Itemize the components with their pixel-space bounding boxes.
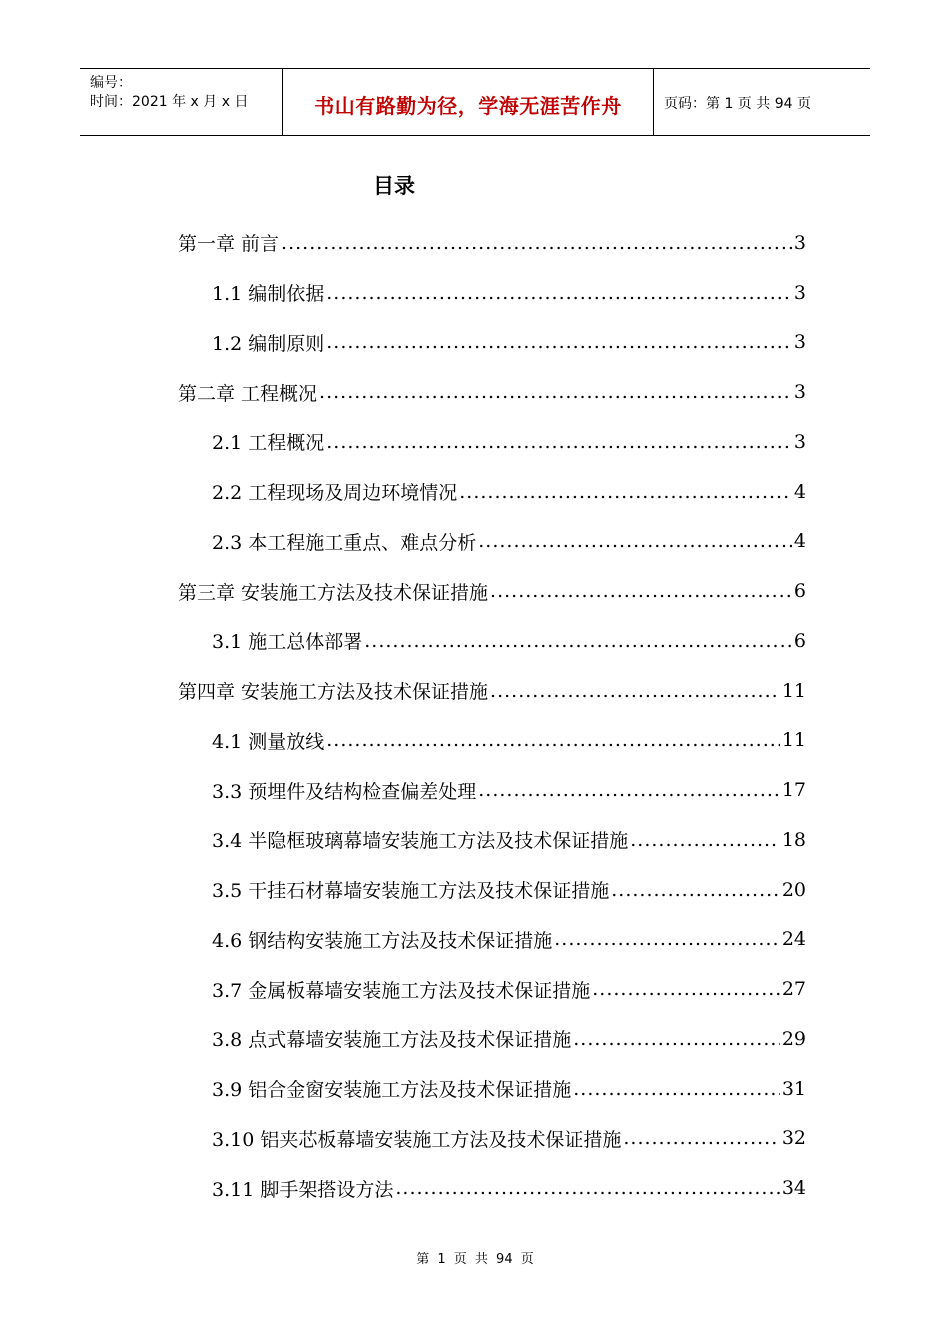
- toc-entry[interactable]: [178, 1014, 806, 1064]
- toc-entry-page: 27: [781, 978, 806, 1001]
- toc-leader-dots: [490, 680, 780, 702]
- toc-entry-page: 17: [781, 779, 806, 802]
- toc-leader-dots: [395, 1177, 779, 1199]
- toc-leader-dots: [573, 1028, 780, 1050]
- toc-entry-label: 3.5 干挂石材幕墙安装施工方法及技术保证措施: [212, 880, 610, 903]
- toc-entry-page: 31: [781, 1077, 806, 1100]
- toc-leader-dots: [478, 530, 792, 552]
- toc-entry[interactable]: [178, 1114, 806, 1164]
- toc-entry[interactable]: [178, 467, 806, 517]
- toc-entry[interactable]: [178, 716, 806, 766]
- toc-entry[interactable]: [178, 268, 806, 318]
- document-date-label: 时间：2021 年 x 月 x 日: [90, 94, 249, 110]
- toc-leader-dots: [364, 630, 792, 652]
- page-footer: 第 1 页 共 94 页: [416, 1252, 534, 1267]
- document-number-label: 编号：: [90, 75, 132, 91]
- toc-leader-dots: [554, 928, 780, 950]
- toc-entry-page: 11: [781, 679, 806, 702]
- toc-leader-dots: [326, 282, 792, 304]
- toc-entry-page: 34: [781, 1177, 806, 1200]
- toc-entry[interactable]: [178, 964, 806, 1014]
- toc-entry[interactable]: [178, 218, 806, 268]
- toc-entry[interactable]: [178, 1064, 806, 1114]
- toc-entry[interactable]: [178, 666, 806, 716]
- toc-entry-page: 3: [793, 381, 806, 404]
- toc-leader-dots: [459, 481, 792, 503]
- table-of-contents: [178, 218, 806, 1213]
- toc-title: 目录: [373, 174, 415, 198]
- toc-entry-label: 第三章 安装施工方法及技术保证措施: [178, 581, 489, 604]
- toc-entry[interactable]: [178, 417, 806, 467]
- toc-entry[interactable]: [178, 815, 806, 865]
- toc-leader-dots: [326, 331, 792, 353]
- toc-entry-label: 4.1 测量放线: [212, 730, 325, 753]
- toc-entry-label: 3.11 脚手架搭设方法: [212, 1178, 394, 1201]
- toc-entry-label: 1.2 编制原则: [212, 332, 325, 355]
- toc-entry-label: 1.1 编制依据: [212, 283, 325, 306]
- toc-entry-page: 6: [793, 580, 806, 603]
- header-page-number: 页码：第 1 页 共 94 页: [664, 96, 811, 112]
- page-header: [80, 68, 870, 136]
- toc-leader-dots: [326, 431, 792, 453]
- toc-entry[interactable]: [178, 566, 806, 616]
- toc-entry-page: 29: [781, 1027, 806, 1050]
- toc-entry-label: 3.8 点式幕墙安装施工方法及技术保证措施: [212, 1029, 572, 1052]
- toc-entry[interactable]: [178, 616, 806, 666]
- toc-entry-label: 4.6 钢结构安装施工方法及技术保证措施: [212, 929, 553, 952]
- toc-entry[interactable]: [178, 915, 806, 965]
- toc-entry[interactable]: [178, 765, 806, 815]
- toc-leader-dots: [623, 1127, 779, 1149]
- toc-entry[interactable]: [178, 865, 806, 915]
- toc-leader-dots: [326, 729, 780, 751]
- toc-entry-page: 3: [793, 331, 806, 354]
- toc-entry-page: 24: [781, 928, 806, 951]
- toc-entry-page: 4: [793, 480, 806, 503]
- toc-entry[interactable]: [178, 1163, 806, 1213]
- toc-entry-page: 18: [781, 828, 806, 851]
- toc-entry-page: 6: [793, 629, 806, 652]
- toc-leader-dots: [592, 978, 780, 1000]
- toc-entry-page: 4: [793, 530, 806, 553]
- toc-leader-dots: [630, 829, 780, 851]
- toc-entry[interactable]: [178, 318, 806, 368]
- toc-entry-label: 第四章 安装施工方法及技术保证措施: [178, 681, 489, 704]
- toc-entry-label: 2.1 工程概况: [212, 432, 325, 455]
- toc-entry-page: 3: [793, 231, 806, 254]
- toc-entry-label: 2.2 工程现场及周边环境情况: [212, 482, 458, 505]
- toc-entry-label: 3.3 预埋件及结构检查偏差处理: [212, 780, 477, 803]
- toc-entry-page: 32: [781, 1127, 806, 1150]
- toc-entry-label: 2.3 本工程施工重点、难点分析: [212, 531, 477, 554]
- toc-leader-dots: [573, 1078, 780, 1100]
- header-meta: [80, 69, 282, 135]
- toc-entry-page: 3: [793, 281, 806, 304]
- toc-leader-dots: [319, 381, 792, 403]
- header-motto: 书山有路勤为径，学海无涯苦作舟: [282, 69, 654, 135]
- toc-entry-label: 3.4 半隐框玻璃幕墙安装施工方法及技术保证措施: [212, 830, 629, 853]
- toc-leader-dots: [611, 879, 780, 901]
- toc-entry-label: 3.7 金属板幕墙安装施工方法及技术保证措施: [212, 979, 591, 1002]
- toc-entry-page: 3: [793, 430, 806, 453]
- toc-entry-label: 3.1 施工总体部署: [212, 631, 363, 654]
- toc-entry-label: 第二章 工程概况: [178, 382, 318, 405]
- toc-entry-label: 3.9 铝合金窗安装施工方法及技术保证措施: [212, 1079, 572, 1102]
- toc-entry[interactable]: [178, 517, 806, 567]
- toc-entry-label: 第一章 前言: [178, 233, 280, 256]
- toc-entry-label: 3.10 铝夹芯板幕墙安装施工方法及技术保证措施: [212, 1128, 622, 1151]
- toc-leader-dots: [281, 232, 792, 254]
- toc-entry-page: 20: [781, 878, 806, 901]
- toc-entry-page: 11: [781, 729, 806, 752]
- toc-entry[interactable]: [178, 367, 806, 417]
- toc-leader-dots: [478, 779, 780, 801]
- toc-leader-dots: [490, 580, 792, 602]
